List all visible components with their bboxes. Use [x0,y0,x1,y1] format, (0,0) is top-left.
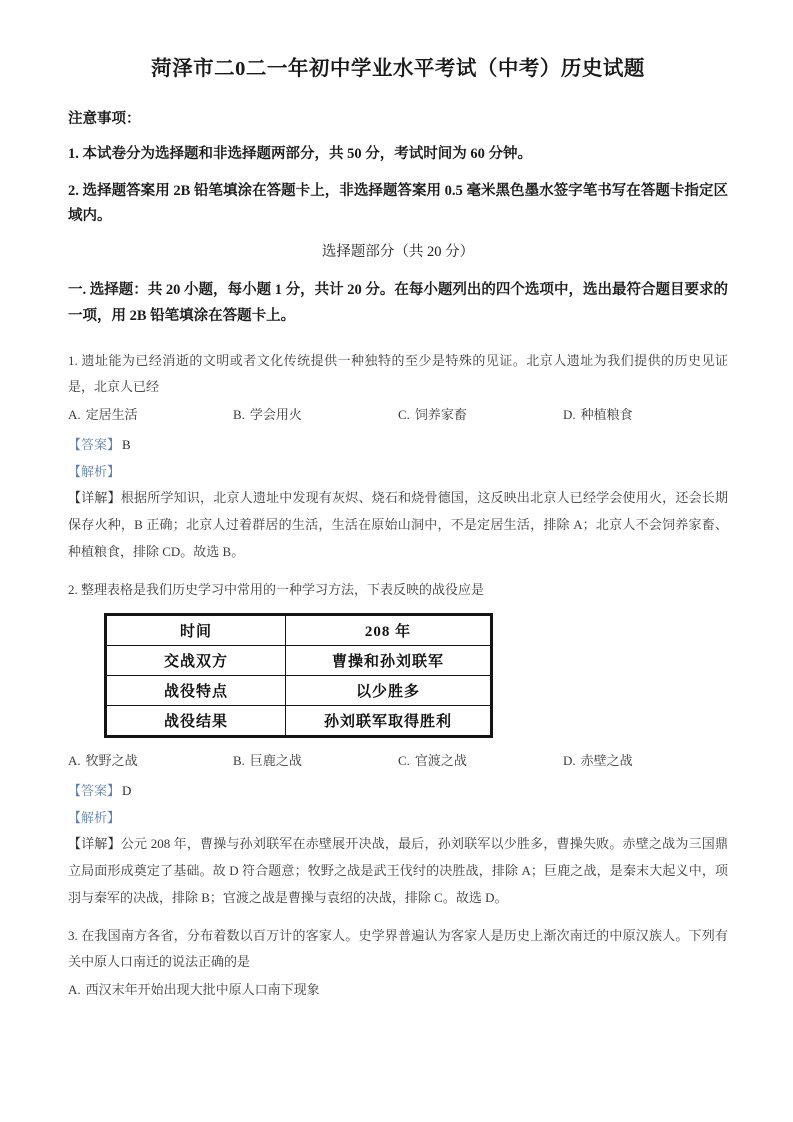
table-row [106,676,492,706]
option-letter: D. [563,406,576,422]
table-cell-label: 交战双方 [106,646,286,676]
question-1-analysis-tag [68,459,728,486]
question-1-stem [68,348,728,400]
question-2-detail [68,831,728,911]
page-title: 菏泽市二0二一年初中学业水平考试（中考）历史试题 [151,58,645,80]
question-3-stem [68,923,728,975]
question-1 [68,348,728,565]
analysis-tag: 【解析】 [68,809,121,825]
answer-value: D [122,783,132,799]
detail-tag: 【详解】 [68,836,121,852]
option-letter: D. [563,753,576,769]
option-letter: A. [68,406,81,422]
section-instruction: 一. 选择题：共 20 小题，每小题 1 分，共计 20 分。在每小题列出的四个选项中，选出最符合题目要求的一项，用 2B 铅笔填涂在答题卡上。 [68,282,728,325]
answer-tag: 【答案】 [68,436,121,452]
question-1-option-d[interactable] [563,402,728,428]
option-letter: C. [398,753,410,769]
question-3 [68,923,728,1003]
question-2-number: 2. [68,582,78,598]
option-text: 种植粮食 [580,406,633,422]
option-letter: A. [68,753,81,769]
option-text: 牧野之战 [85,753,138,769]
battle-info-table-figure [104,613,470,738]
question-2-option-d[interactable] [563,748,728,774]
question-1-option-b[interactable] [233,402,398,428]
question-1-option-a[interactable] [68,402,233,428]
question-1-answer [68,432,728,459]
notice-item-1: 1. 本试卷分为选择题和非选择题两部分，共 50 分，考试时间为 60 分钟。 [68,146,532,163]
option-text: 赤壁之战 [580,753,633,769]
table-cell-value: 曹操和孙刘联军 [286,646,492,676]
option-text: 西汉末年开始出现大批中原人口南下现象 [85,982,320,998]
table-row [106,646,492,676]
table-cell-label: 时间 [106,615,286,646]
table-cell-label: 战役特点 [106,676,286,706]
table-cell-value: 208 年 [286,615,492,646]
table-row [106,706,492,737]
table-row [106,615,492,646]
question-1-option-c[interactable] [398,402,563,428]
question-2-text: 整理表格是我们历史学习中常用的一种学习方法，下表反映的战役应是 [81,582,485,598]
option-letter: A. [68,982,81,998]
notice-heading: 注意事项： [68,110,141,127]
analysis-tag: 【解析】 [68,463,121,479]
table-cell-value: 以少胜多 [286,676,492,706]
detail-text: 公元 208 年，曹操与孙刘联军在赤壁展开决战，最后，孙刘联军以少胜多，曹操失败。赤壁之战为三国鼎立局面形成奠定了基础。故 D 符合题意；牧野之战是武王伐纣的决胜战，排除 A；巨鹿之战，是秦末大起义中，项羽与秦军的决战，排除 B；官渡之战是曹操与袁绍的决战，排除 C。故选 D。 [68,836,728,905]
battle-info-table [104,613,493,738]
page-content [68,56,728,1009]
section-heading: 选择题部分（共 20 分） [321,244,475,261]
option-text: 巨鹿之战 [249,753,302,769]
question-3-number: 3. [68,928,78,944]
question-2-stem [68,577,728,603]
question-2-option-c[interactable] [398,748,563,774]
table-cell-label: 战役结果 [106,706,286,737]
question-1-text: 遗址能为已经消逝的文明或者文化传统提供一种独特的至少是特殊的见证。北京人遗址为我们提供的历史见证是，北京人已经 [68,352,728,394]
question-2 [68,577,728,911]
question-3-option-a[interactable] [68,977,728,1003]
table-cell-value: 孙刘联军取得胜利 [286,706,492,737]
option-text: 饲养家畜 [414,406,467,422]
question-2-answer [68,778,728,805]
question-2-option-a[interactable] [68,748,233,774]
question-2-options [68,748,728,774]
question-2-option-b[interactable] [233,748,398,774]
option-letter: B. [233,406,245,422]
option-letter: C. [398,406,410,422]
question-1-detail [68,485,728,565]
question-2-analysis-tag [68,805,728,832]
answer-value: B [122,436,131,452]
option-letter: B. [233,753,245,769]
detail-tag: 【详解】 [68,490,121,506]
detail-text: 根据所学知识，北京人遗址中发现有灰烬、烧石和烧骨德国，这反映出北京人已经学会使用火，还会长期保存火种，B 正确；北京人过着群居的生活，生活在原始山洞中，不是定居生活，排除 A；北京人不会饲养家畜、种植粮食，排除 CD。故选 B。 [68,490,728,559]
question-1-options [68,402,728,428]
option-text: 定居生活 [85,406,138,422]
notice-item-2: 2. 选择题答案用 2B 铅笔填涂在答题卡上，非选择题答案用 0.5 毫米黑色墨水签字笔书写在答题卡指定区域内。 [68,183,728,225]
option-text: 官渡之战 [414,753,467,769]
option-text: 学会用火 [249,406,302,422]
answer-tag: 【答案】 [68,783,121,799]
question-3-options [68,977,728,1003]
question-3-text: 在我国南方各省，分布着数以百万计的客家人。史学界普遍认为客家人是历史上渐次南迁的中原汉族人。下列有关中原人口南迁的说法正确的是 [68,928,729,970]
question-1-number: 1. [68,352,78,368]
